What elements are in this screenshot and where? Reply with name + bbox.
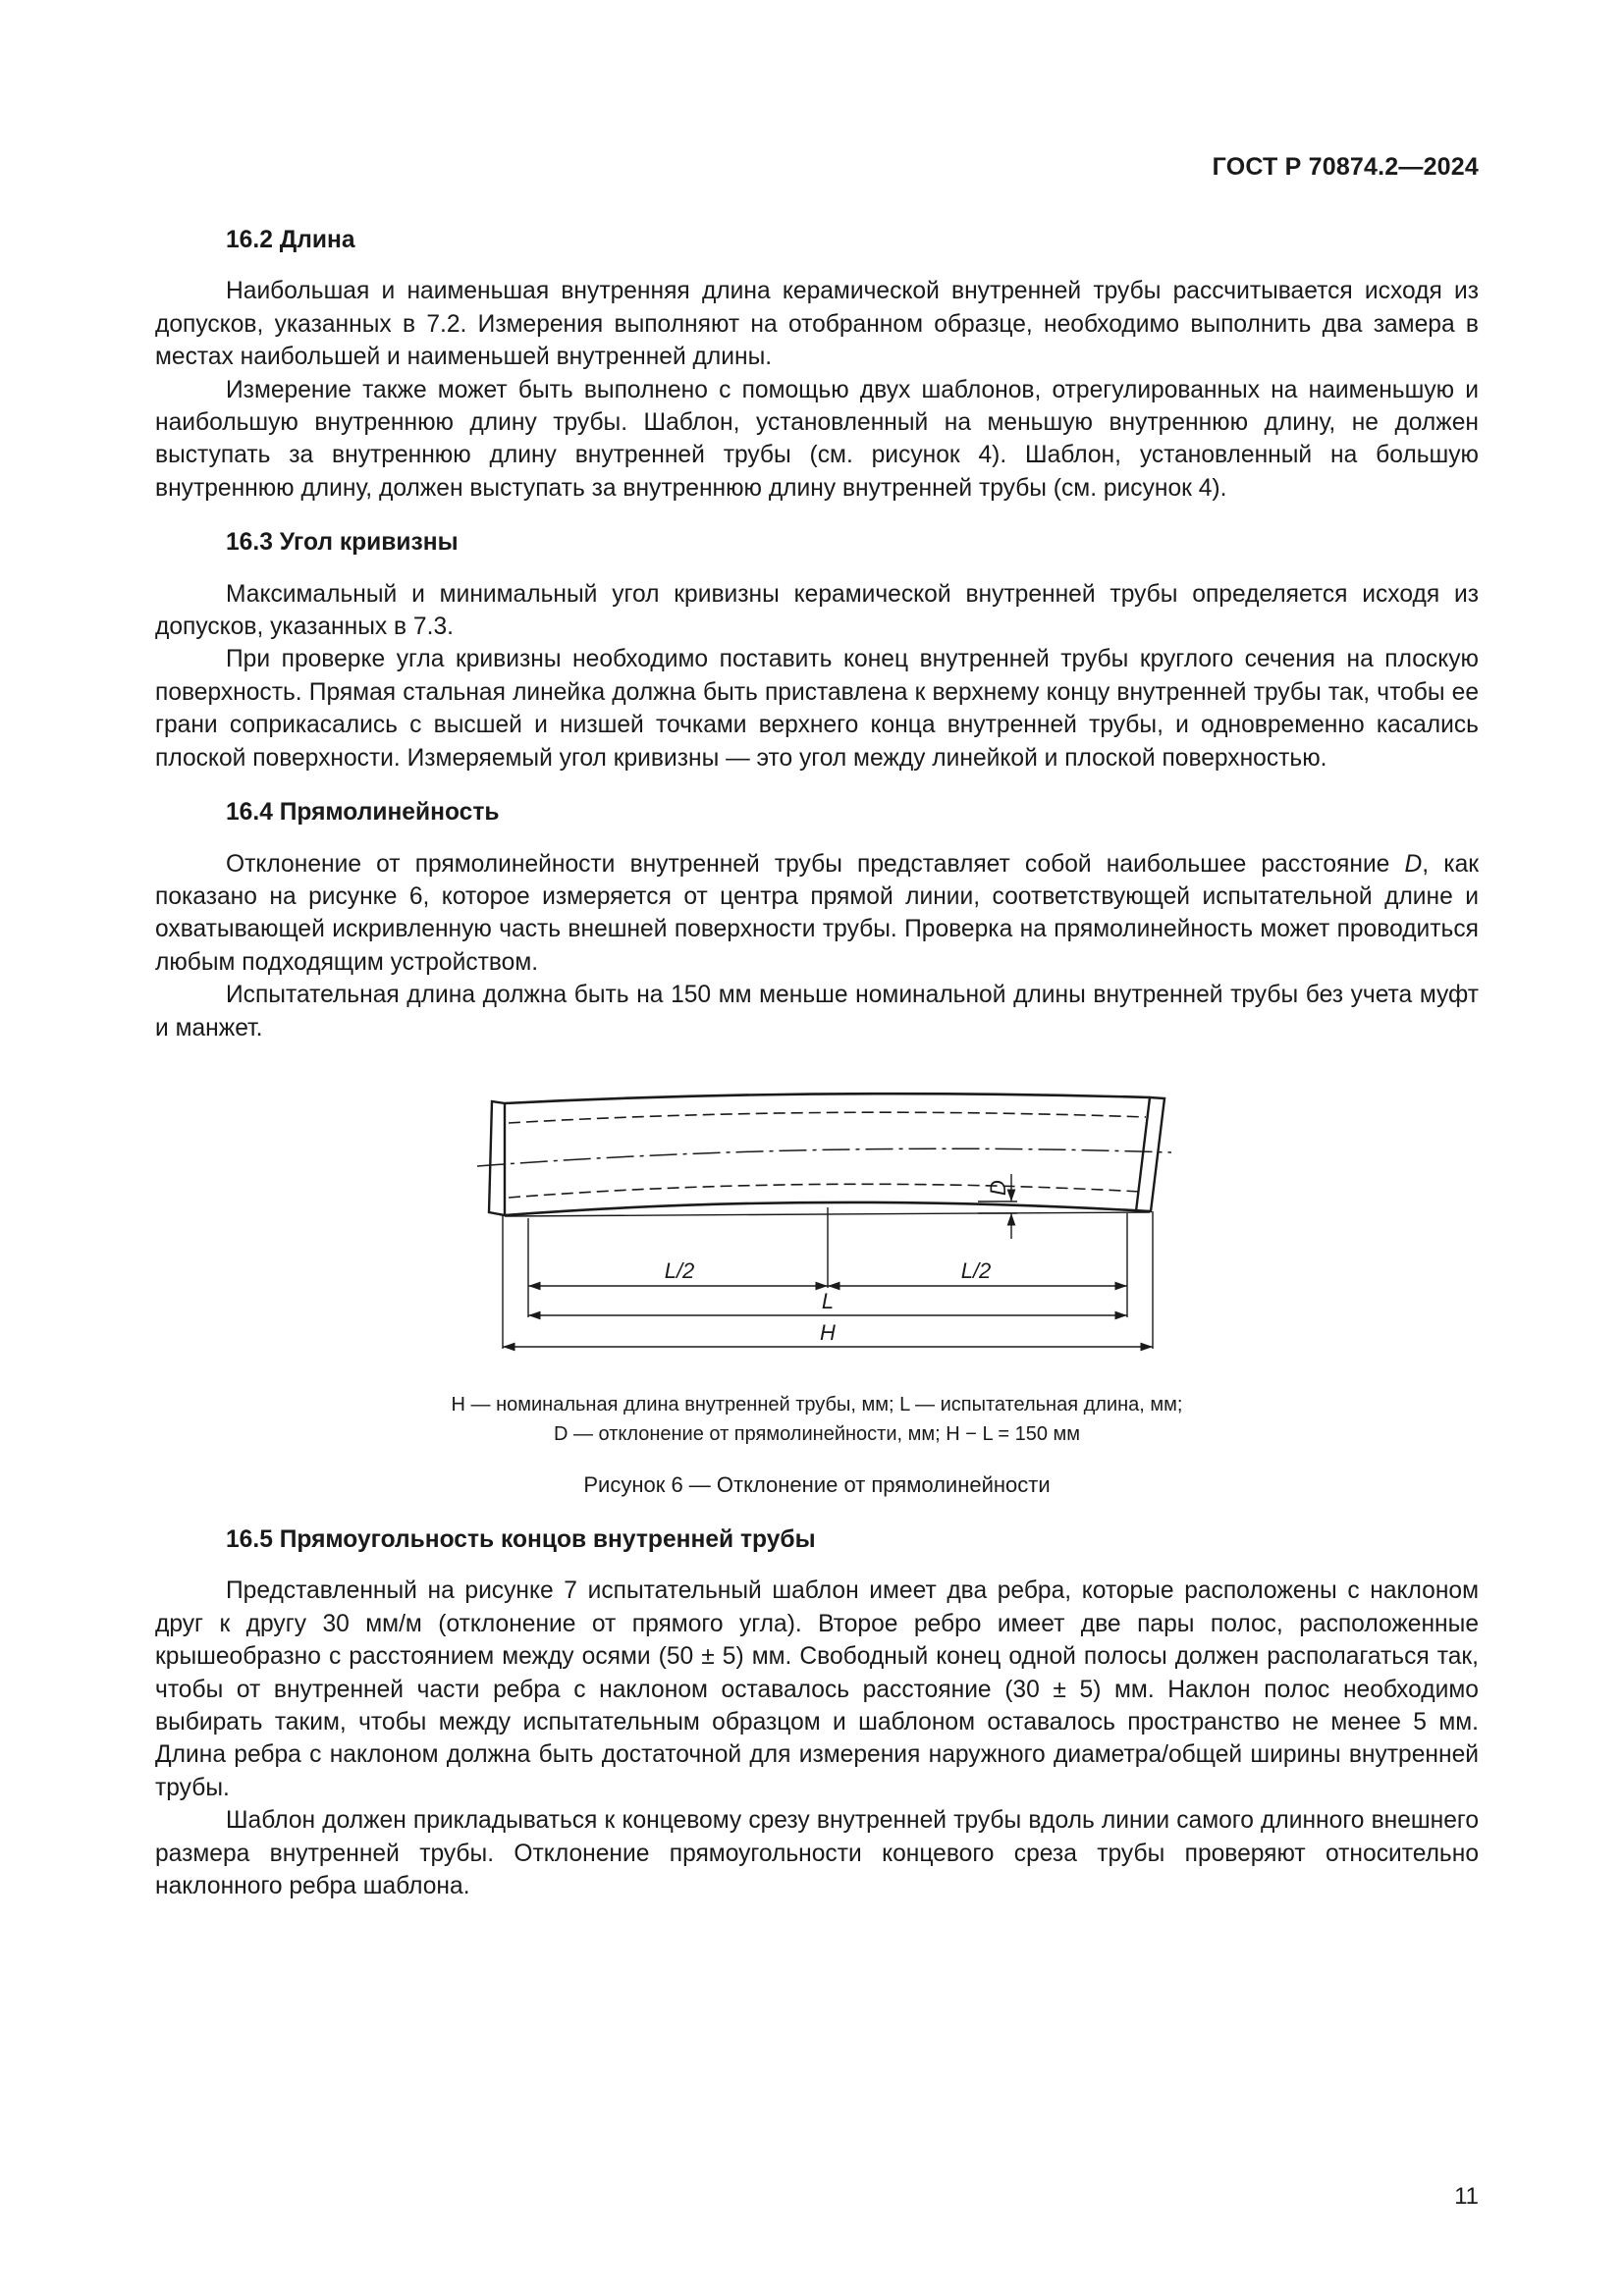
paragraph: Наибольшая и наименьшая внутренняя длина керамической внутренней трубы рассчитывается исходя из допусков, указанных в 7.2. Измерения выполняют на отобранном образце, необходимо выполнить два замера в местах наибольшей и наименьшей внутренней длины. [155,278,1479,371]
paragraph: Испытательная длина должна быть на 150 мм меньше номинальной длины внутренней трубы без учета муфт и манжет. [155,982,1479,1041]
pipe-right-end [1136,1097,1164,1211]
section-heading: 16.2 Длина [226,227,355,253]
figure-legend [155,1390,1479,1449]
paragraph: При проверке угла кривизны необходимо поставить конец внутренней трубы круглого сечения на плоскую поверхность. Прямая стальная линейка должна быть приставлена к верхнему концу внутренней трубы так, чтобы ее грани соприкасались с высшей и низшей точками верхнего конца внутренней трубы, и одновременно касались плоской поверхности. Измеряемый угол кривизны — это угол между линейкой и плоской поверхностью. [155,646,1479,772]
legend-line: D — отклонение от прямолинейности, мм; H − L = 150 мм [553,1422,1081,1445]
section-heading: 16.4 Прямолинейность [226,799,500,827]
section-16-5 [155,1523,1479,1902]
label-half-right: L/2 [960,1257,992,1283]
paragraph [155,848,1479,980]
paragraph-text: , как показано на рисунке 6, которое измеряется от центра прямой линии, соответствующей испытательной длине и охватывающей искривленную часть внешней поверхности трубы. Проверка на прямолинейность может проводиться любым подходящим устройством. [155,850,1480,976]
paragraph: Шаблон должен прикладываться к концевому срезу внутренней трубы вдоль линии самого длинного внешнего размера внутренней трубы. Отклонение прямоугольности концевого среза трубы проверяют относительно наклонного ребра шаблона. [155,1807,1479,1899]
document-header: ГОСТ Р 70874.2—2024 [1212,153,1479,181]
label-test-length: L [821,1288,835,1313]
section-16-4 [155,796,1479,1044]
label-nominal-length: H [820,1319,836,1345]
section-heading: 16.5 Прямоугольность концов внутренней трубы [226,1525,816,1553]
variable-d: D [1404,850,1423,878]
paragraph: Представленный на рисунке 7 испытательный шаблон имеет два ребра, которые расположены с наклоном друг к другу 30 мм/м (отклонение от прямого угла). Второе ребро имеет две пары полос, расположенные крышеобразно с расстоянием между осями (50 ± 5) мм. Свободный конец одной полосы должен располагаться так, чтобы от внутренней части ребра с наклоном оставалось расстояние (30 ± 5) мм. Наклон полос необходимо выбирать таким, чтобы между испытательным образцом и шаблоном оставалось пространство не менее 5 мм. Длина ребра с наклоном должна быть достаточной для измерения наружного диаметра/общей ширины внутренней трубы. [155,1577,1479,1801]
figure-caption: Рисунок 6 — Отклонение от прямолинейности [583,1471,1051,1497]
page-number: 11 [1454,2183,1479,2210]
paragraph: Измерение также может быть выполнено с помощью двух шаблонов, отрегулированных на наименьшую и наибольшую внутреннюю длину трубы. Шаблон, установленный на меньшую внутреннюю длину, не должен выступать за внутреннюю длину внутренней трубы (см. рисунок 4). Шаблон, установленный на большую внутреннюю длину, должен выступать за внутреннюю длину внутренней трубы (см. рисунок 4). [155,376,1479,502]
paragraph-text: Отклонение от прямолинейности внутренней трубы представляет собой наибольшее расстояние [226,850,1405,878]
label-deviation: D [986,1179,1010,1196]
section-16-3 [155,526,1479,774]
straightness-deviation-drawing [155,1084,1479,1378]
pipe-centerline [477,1148,1171,1166]
document-body [155,224,1479,1924]
paragraph: Максимальный и минимальный угол кривизны керамической внутренней трубы определяется исходя из допусков, указанных в 7.3. [155,580,1479,641]
section-heading: 16.3 Угол кривизны [226,529,459,557]
figure-6-notes [155,1376,1479,1540]
pipe-inner-wall-bottom [509,1184,1141,1198]
label-half-left: L/2 [664,1257,695,1283]
pipe-left-end [489,1101,505,1215]
section-16-2 [155,224,1479,505]
pipe-outer-top-edge [505,1094,1150,1103]
figure-6-diagram [155,1084,1479,1506]
legend-line: H — номинальная длина внутренней трубы, мм; L — испытательная длина, мм; [451,1393,1183,1415]
pipe-inner-wall-top [509,1112,1146,1123]
